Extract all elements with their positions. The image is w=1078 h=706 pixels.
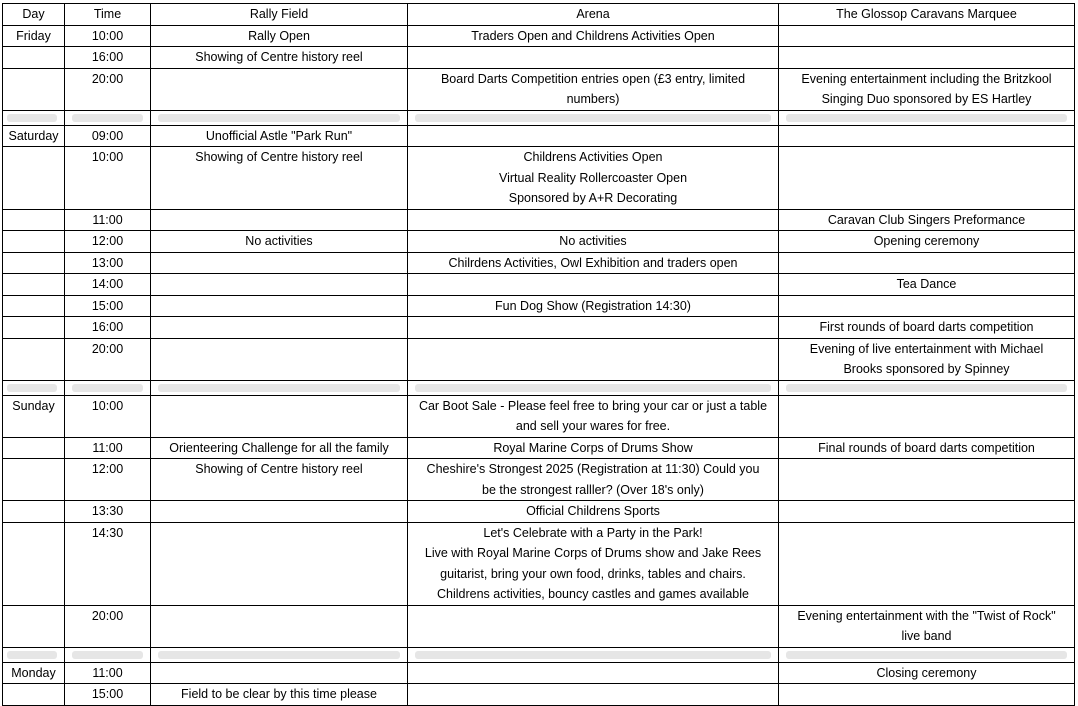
schedule-row [3,252,1075,274]
time-cell: 20:00 [65,605,151,647]
day-cell [3,522,65,605]
cell-line: Final rounds of board darts competition [818,440,1035,455]
arena-cell [408,605,779,647]
time-cell: 09:00 [65,125,151,147]
blurred-bar [415,114,771,122]
separator-cell [779,110,1075,125]
cell-line: live band [901,629,952,643]
rally-field-cell [151,662,408,684]
header-arena: Arena [408,4,779,26]
rally-field-cell [151,501,408,523]
day-cell [3,252,65,274]
rally-field-cell [151,605,408,647]
rally-field-cell [151,125,408,147]
cell-line: Traders Open and Childrens Activities Open [471,28,715,43]
cell-line: Board Darts Competition entries open (£3 entry, limited [440,71,746,86]
cell-line: First rounds of board darts competition [819,320,1034,334]
separator-cell [779,647,1075,662]
blurred-bar [72,651,143,659]
rally-field-cell [151,209,408,231]
time-cell: 10:00 [65,395,151,437]
time-cell: 10:00 [65,25,151,47]
time-cell: 11:00 [65,437,151,459]
day-cell: Saturday [3,125,65,147]
cell-line: Let's Celebrate with a Party in the Park! [483,525,703,540]
rally-field-cell [151,338,408,380]
cell-line: guitarist, bring your own food, drinks, tables and chairs. [440,566,746,581]
schedule-row [3,68,1075,110]
blurred-bar [72,114,143,122]
cell-line: Showing of Centre history reel [195,462,363,476]
arena-cell [408,317,779,339]
cell-line: Car Boot Sale - Please feel free to bring your car or just a table [418,398,768,413]
rally-field-cell [151,68,408,110]
separator-cell [408,110,779,125]
time-cell: 16:00 [65,317,151,339]
cell-line: Closing ceremony [876,665,977,680]
arena-cell [408,684,779,706]
day-cell [3,317,65,339]
day-cell [3,274,65,296]
rally-field-cell [151,47,408,69]
marquee-cell [779,252,1075,274]
marquee-cell [779,459,1075,501]
schedule-row [3,274,1075,296]
day-cell [3,437,65,459]
cell-line: Singing Duo sponsored by ES Hartley [821,92,1032,106]
separator-cell [408,647,779,662]
day-cell [3,147,65,210]
arena-cell [408,47,779,69]
cell-line: Fun Dog Show (Registration 14:30) [495,298,691,313]
day-cell [3,231,65,253]
day-cell [3,295,65,317]
day-cell [3,338,65,380]
schedule-row [3,459,1075,501]
blurred-bar [158,651,400,659]
marquee-cell [779,125,1075,147]
arena-cell [408,522,779,605]
marquee-cell [779,47,1075,69]
schedule-row [3,295,1075,317]
separator-row [3,110,1075,125]
time-cell: 16:00 [65,47,151,69]
cell-line: Sponsored by A+R Decorating [508,191,678,205]
cell-line: Virtual Reality Rollercoaster Open [498,170,688,185]
cell-line: Unofficial Astle "Park Run" [205,128,353,143]
schedule-row [3,125,1075,147]
blurred-bar [72,384,143,392]
rally-field-cell [151,459,408,501]
rally-field-cell [151,295,408,317]
header-time: Time [65,4,151,26]
marquee-cell [779,395,1075,437]
arena-cell [408,147,779,210]
schedule-row [3,47,1075,69]
day-cell: Monday [3,662,65,684]
arena-cell [408,231,779,253]
cell-line: No activities [559,234,627,248]
schedule-row [3,605,1075,647]
arena-cell [408,274,779,296]
arena-cell [408,125,779,147]
day-cell [3,684,65,706]
marquee-cell [779,68,1075,110]
time-cell: 13:00 [65,252,151,274]
time-cell: 12:00 [65,459,151,501]
cell-line: Showing of Centre history reel [195,50,363,64]
schedule-body [3,25,1075,705]
separator-cell [65,110,151,125]
marquee-cell [779,662,1075,684]
cell-line: be the strongest ralller? (Over 18's only) [482,482,704,497]
schedule-row [3,662,1075,684]
blurred-bar [7,384,57,392]
separator-cell [151,380,408,395]
rally-field-cell [151,25,408,47]
day-cell: Friday [3,25,65,47]
rally-field-cell [151,274,408,296]
marquee-cell [779,25,1075,47]
arena-cell [408,209,779,231]
day-cell [3,209,65,231]
time-cell: 20:00 [65,68,151,110]
cell-line: and sell your wares for free. [515,419,671,433]
cell-line: Cheshire's Strongest 2025 (Registration at 11:30) Could you [426,462,760,476]
time-cell: 14:30 [65,522,151,605]
arena-cell [408,25,779,47]
day-cell: Sunday [3,395,65,437]
time-cell: 12:00 [65,231,151,253]
rally-field-cell [151,522,408,605]
separator-cell [3,110,65,125]
cell-line: Opening ceremony [873,234,980,248]
schedule-table [2,3,1075,706]
marquee-cell [779,684,1075,706]
arena-cell [408,501,779,523]
rally-field-cell [151,317,408,339]
arena-cell [408,252,779,274]
marquee-cell [779,338,1075,380]
header-marquee: The Glossop Caravans Marquee [779,4,1075,26]
day-cell [3,47,65,69]
blurred-bar [7,114,57,122]
rally-field-cell [151,147,408,210]
day-cell [3,68,65,110]
arena-cell [408,395,779,437]
arena-cell [408,338,779,380]
separator-row [3,380,1075,395]
rally-field-cell [151,684,408,706]
marquee-cell [779,231,1075,253]
schedule-row [3,231,1075,253]
day-cell [3,459,65,501]
cell-line: Caravan Club Singers Preformance [827,212,1026,227]
day-cell [3,501,65,523]
blurred-bar [786,651,1067,659]
marquee-cell [779,501,1075,523]
blurred-bar [7,651,57,659]
arena-cell [408,437,779,459]
arena-cell [408,295,779,317]
marquee-cell [779,437,1075,459]
blurred-bar [786,114,1067,122]
marquee-cell [779,295,1075,317]
separator-cell [151,110,408,125]
cell-line: Brooks sponsored by Spinney [843,362,1010,376]
day-cell [3,605,65,647]
header-day: Day [3,4,65,26]
time-cell: 11:00 [65,209,151,231]
separator-row [3,647,1075,662]
cell-line: Evening entertainment including the Britzkool [801,71,1052,86]
schedule-row [3,684,1075,706]
cell-line: Official Childrens Sports [526,504,660,518]
header-rally-field: Rally Field [151,4,408,26]
schedule-row [3,209,1075,231]
cell-line: No activities [245,234,313,248]
marquee-cell [779,317,1075,339]
arena-cell [408,662,779,684]
separator-cell [3,647,65,662]
time-cell: 15:00 [65,684,151,706]
cell-line: Rally Open [248,28,310,43]
blurred-bar [786,384,1067,392]
marquee-cell [779,522,1075,605]
separator-cell [3,380,65,395]
marquee-cell [779,605,1075,647]
separator-cell [408,380,779,395]
time-cell: 11:00 [65,662,151,684]
marquee-cell [779,274,1075,296]
separator-cell [151,647,408,662]
arena-cell [408,68,779,110]
cell-line: Evening of live entertainment with Michael [809,341,1044,356]
time-cell: 15:00 [65,295,151,317]
blurred-bar [158,384,400,392]
schedule-row [3,317,1075,339]
schedule-row [3,395,1075,437]
blurred-bar [415,384,771,392]
time-cell: 13:30 [65,501,151,523]
blurred-bar [415,651,771,659]
cell-line: Orienteering Challenge for all the family [169,440,389,455]
cell-line: Tea Dance [896,277,957,291]
separator-cell [65,647,151,662]
cell-line: Chilrdens Activities, Owl Exhibition and traders open [448,255,738,270]
rally-field-cell [151,437,408,459]
marquee-cell [779,209,1075,231]
cell-line: Showing of Centre history reel [195,150,363,164]
time-cell: 20:00 [65,338,151,380]
rally-field-cell [151,231,408,253]
cell-line: Live with Royal Marine Corps of Drums show and Jake Rees [424,546,762,560]
cell-line: Evening entertainment with the "Twist of Rock" [797,608,1056,623]
cell-line: Childrens activities, bouncy castles and games available [437,587,749,601]
time-cell: 10:00 [65,147,151,210]
cell-line: numbers) [566,92,620,106]
schedule-row [3,437,1075,459]
time-cell: 14:00 [65,274,151,296]
schedule-row [3,338,1075,380]
separator-cell [65,380,151,395]
schedule-row [3,25,1075,47]
rally-field-cell [151,252,408,274]
cell-line: Childrens Activities Open [523,150,663,164]
arena-cell [408,459,779,501]
rally-field-cell [151,395,408,437]
separator-cell [779,380,1075,395]
marquee-cell [779,147,1075,210]
header-row [3,4,1075,26]
blurred-bar [158,114,400,122]
schedule-row [3,147,1075,210]
schedule-row [3,501,1075,523]
cell-line: Royal Marine Corps of Drums Show [493,440,693,455]
cell-line: Field to be clear by this time please [181,687,377,701]
schedule-row [3,522,1075,605]
